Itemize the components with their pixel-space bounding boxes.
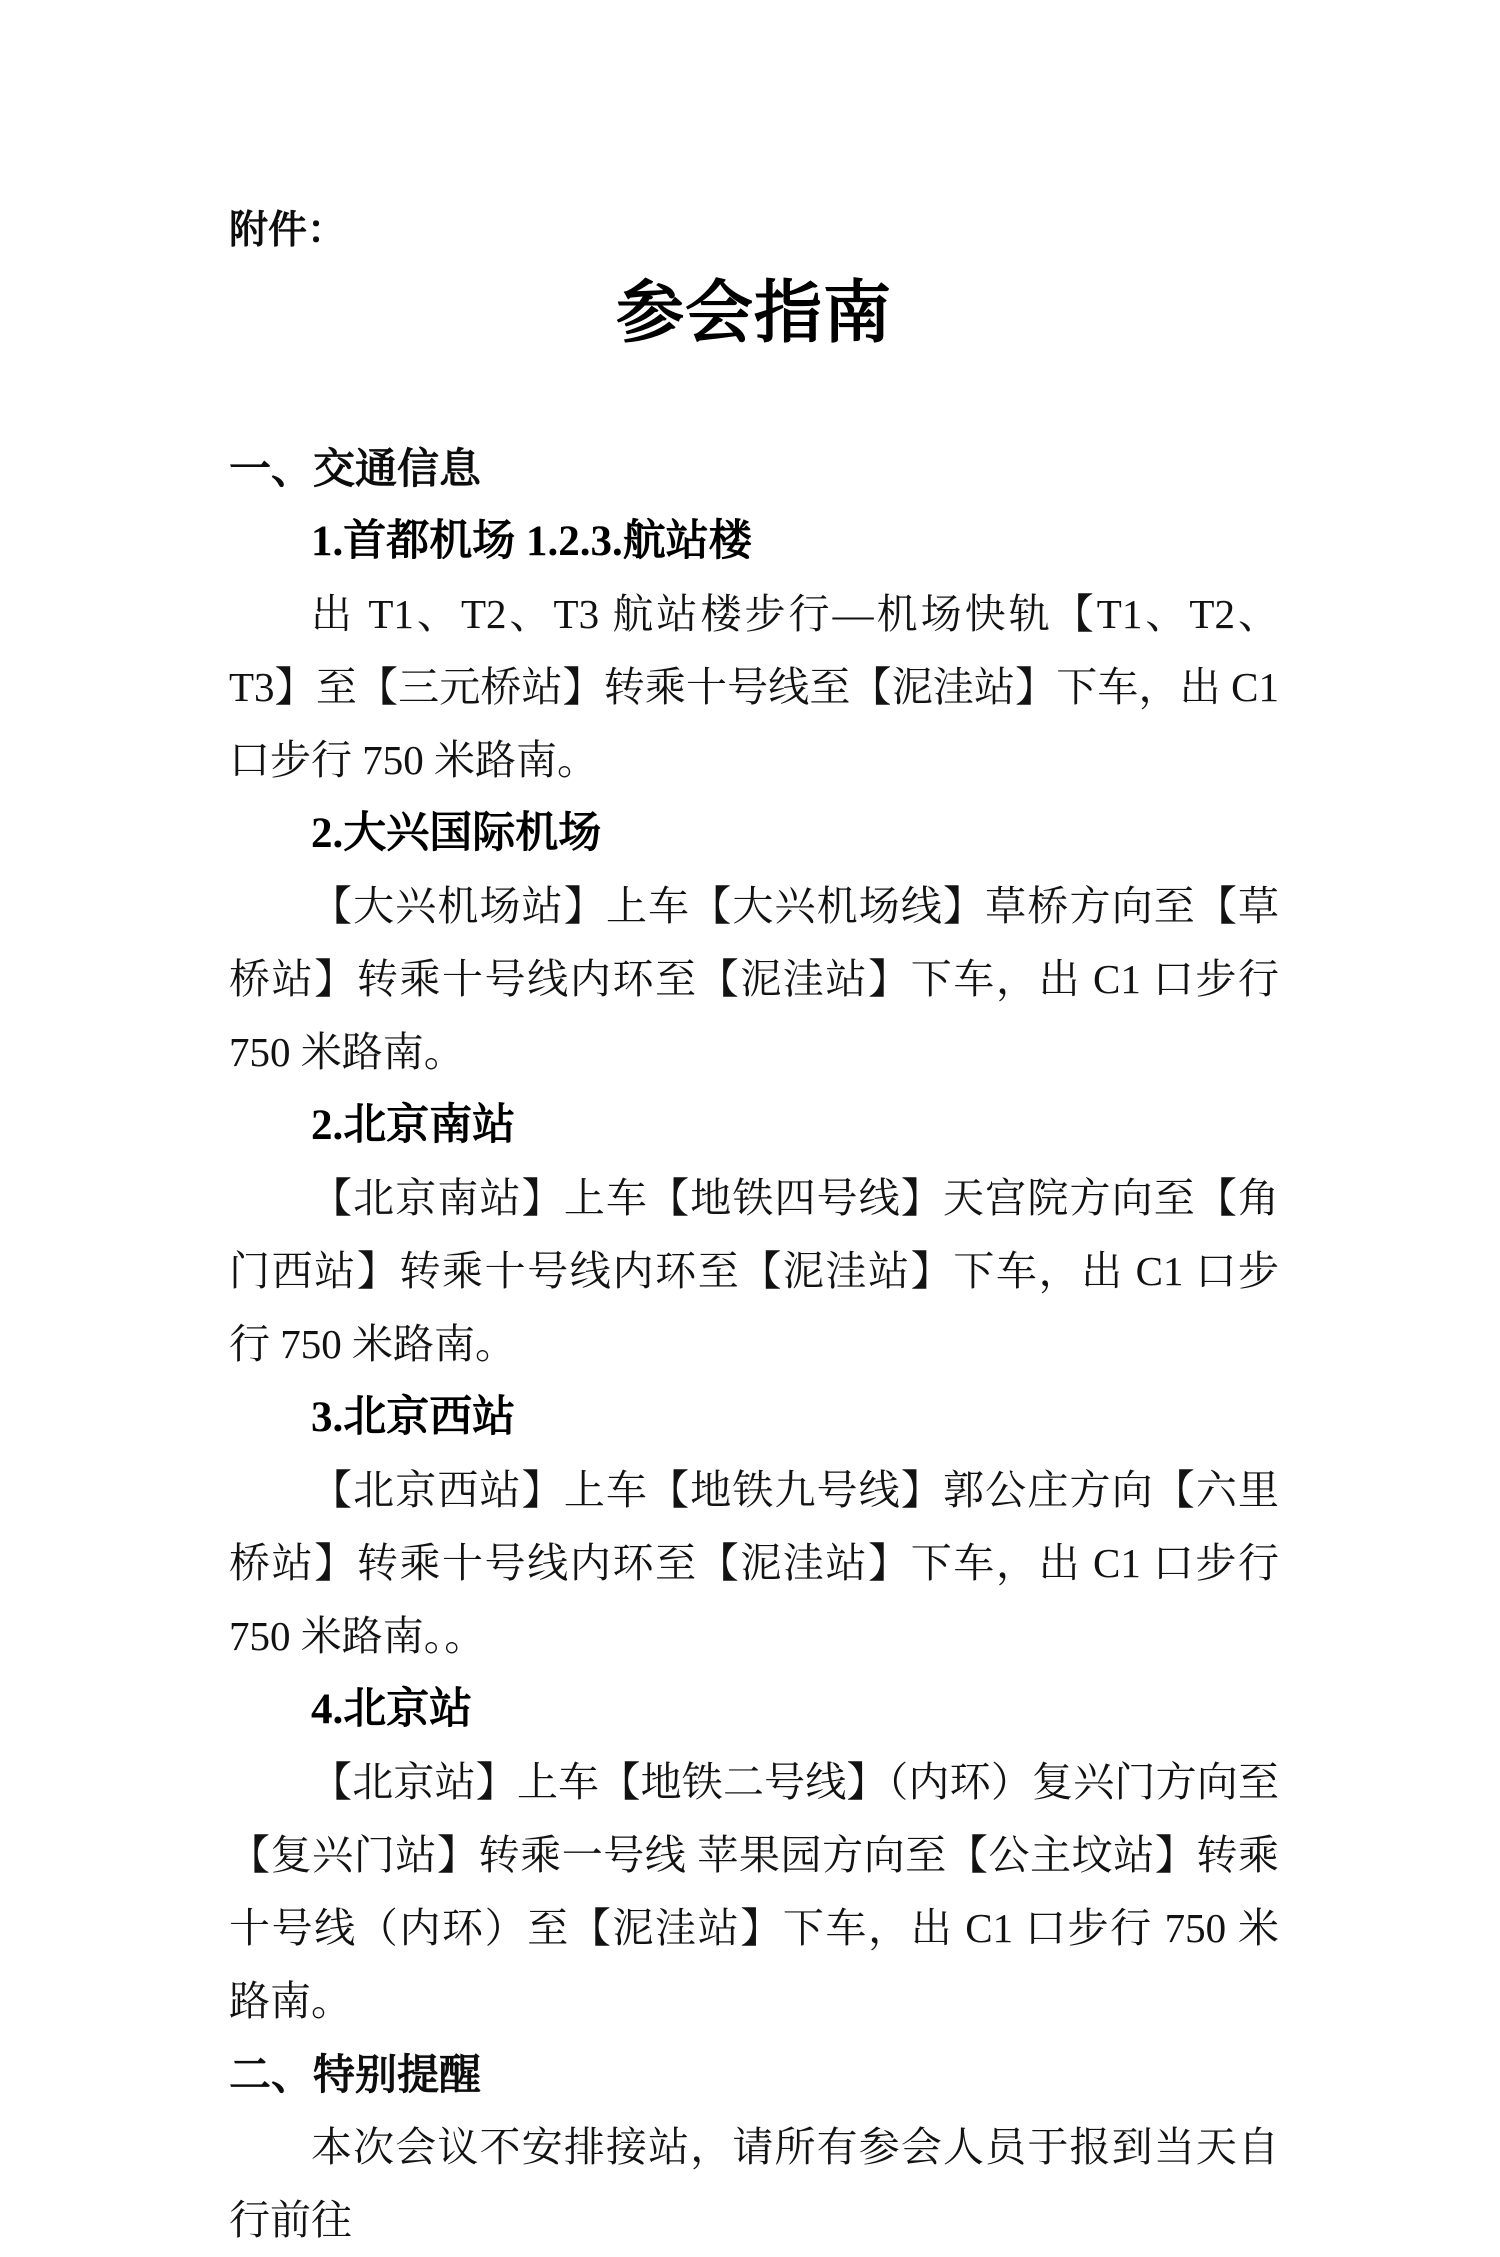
section-heading-special-reminder: 二、特别提醒 bbox=[229, 2051, 482, 2098]
paragraph-beijing-south-station-route: 【北京南站】上车【地铁四号线】天宫院方向至【角门西站】转乘十号线内环至【泥洼站】下车，出 C1 口步行 750 米路南。 bbox=[229, 1175, 1279, 1367]
subsection-heading-capital-airport: 1.首都机场 1.2.3.航站楼 bbox=[311, 518, 752, 565]
paragraph-beijing-station-route: 【北京站】上车【地铁二号线】（内环）复兴门方向至【复兴门站】转乘一号线 苹果园方向至【公主坟站】转乘十号线（内环）至【泥洼站】下车，出 C1 口步行 750 米路南。 bbox=[229, 1759, 1279, 2024]
subsection-heading-beijing-south-station: 2.北京南站 bbox=[311, 1102, 516, 1149]
attachment-label: 附件： bbox=[229, 209, 347, 252]
section-heading-traffic-info: 一、交通信息 bbox=[229, 445, 482, 492]
subsection-heading-beijing-station: 4.北京站 bbox=[311, 1686, 473, 1733]
subsection-heading-beijing-west-station: 3.北京西站 bbox=[311, 1394, 516, 1441]
paragraph-special-reminder: 本次会议不安排接站，请所有参会人员于报到当天自行前往 bbox=[229, 2124, 1279, 2243]
paragraph-beijing-west-station-route: 【北京西站】上车【地铁九号线】郭公庄方向【六里桥站】转乘十号线内环至【泥洼站】下车，出 C1 口步行 750 米路南。。 bbox=[229, 1467, 1279, 1659]
paragraph-capital-airport-route: 出 T1、T2、T3 航站楼步行—机场快轨【T1、T2、T3】至【三元桥站】转乘十号线至【泥洼站】下车，出 C1 口步行 750 米路南。 bbox=[229, 591, 1279, 783]
page-title: 参会指南 bbox=[615, 275, 892, 351]
subsection-heading-daxing-airport: 2.大兴国际机场 bbox=[311, 810, 602, 857]
paragraph-daxing-airport-route: 【大兴机场站】上车【大兴机场线】草桥方向至【草桥站】转乘十号线内环至【泥洼站】下车，出 C1 口步行 750 米路南。 bbox=[229, 883, 1279, 1075]
